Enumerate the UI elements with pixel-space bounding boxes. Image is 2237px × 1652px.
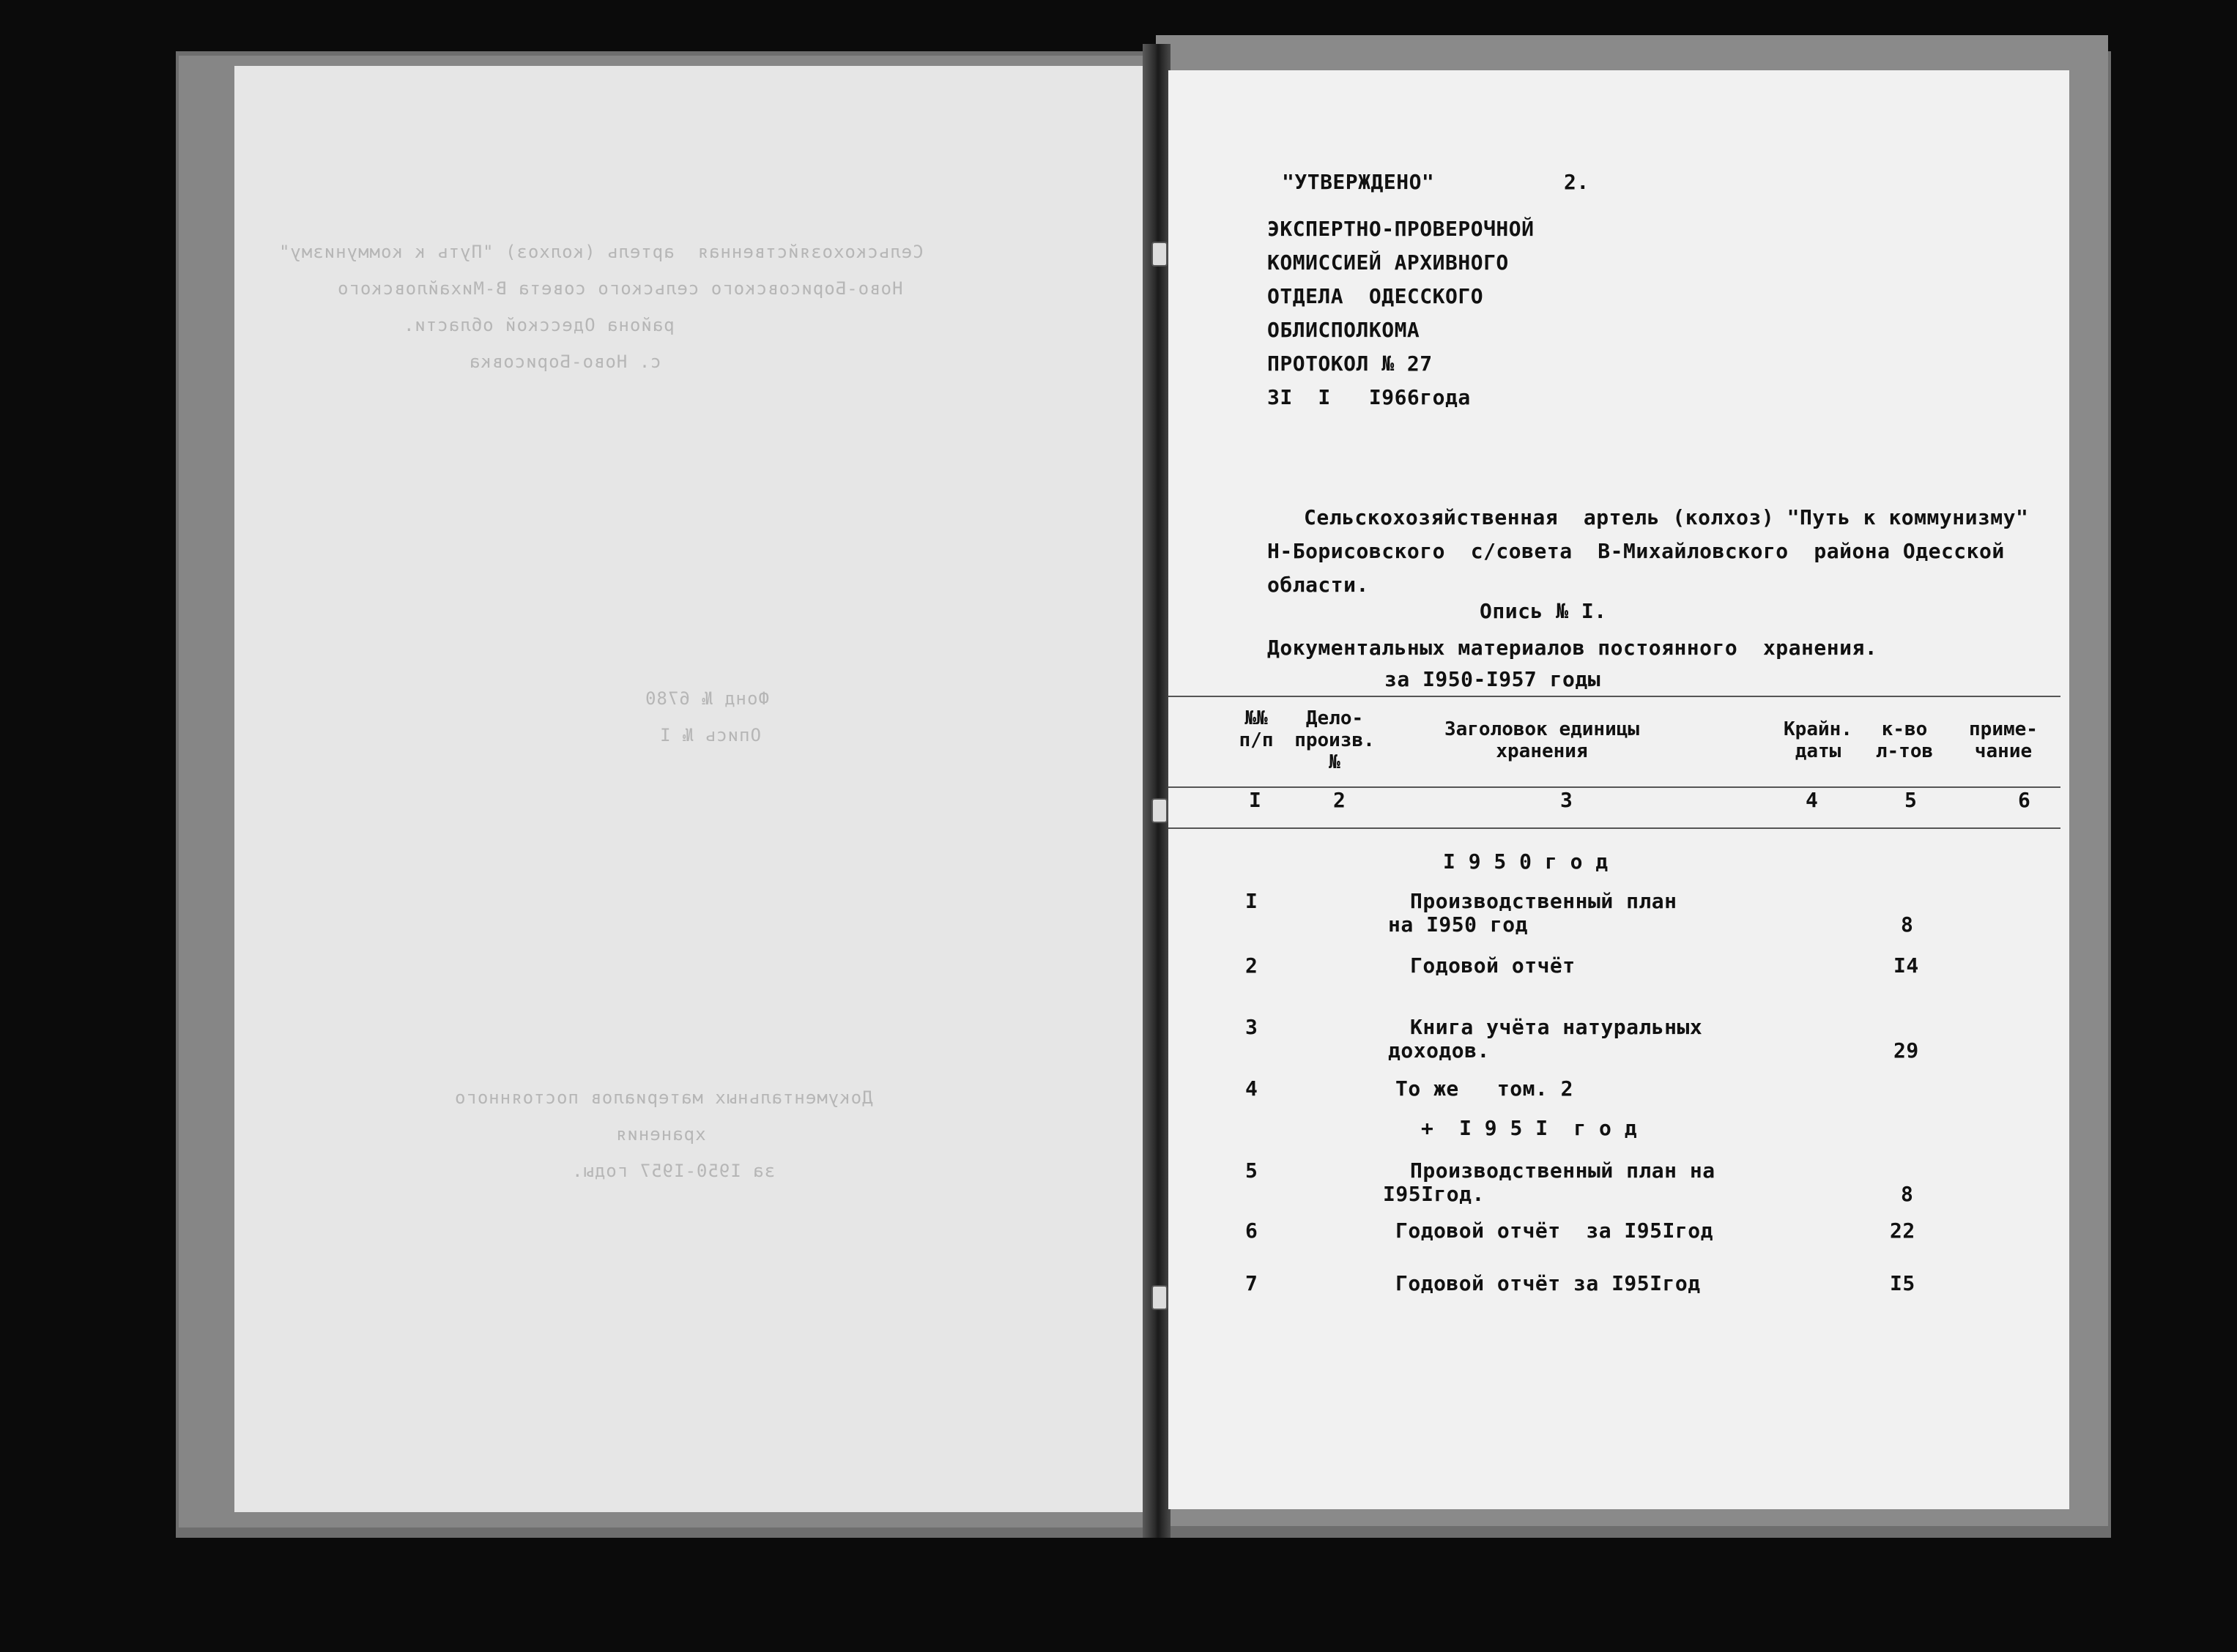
row-number: 2 xyxy=(1245,953,1258,978)
staple xyxy=(1151,1285,1168,1310)
column-number: I xyxy=(1249,788,1262,812)
approval-line: ОБЛИСПОЛКОМА xyxy=(1267,318,1420,342)
header-sheets: к-во л-тов xyxy=(1875,718,1934,762)
column-number: 3 xyxy=(1560,788,1573,812)
right-page xyxy=(1168,70,2069,1509)
bleed-line: Ново-Борисовского сельского совета В-Михайловского xyxy=(337,278,903,299)
row-title-continued: на I950 год xyxy=(1388,912,1528,937)
header-title: Заголовок единицы хранения xyxy=(1444,718,1640,762)
row-number: 6 xyxy=(1245,1218,1258,1243)
year-heading: + I 9 5 I г о д xyxy=(1421,1116,1638,1140)
staple xyxy=(1151,798,1168,823)
row-sheets: I4 xyxy=(1893,953,1919,978)
approval-line: ОТДЕЛА ОДЕССКОГО xyxy=(1267,284,1484,308)
header-case-number: Дело- произв. № xyxy=(1294,707,1375,773)
organization-line: Н-Борисовского с/совета В-Михайловского района Одесской xyxy=(1267,539,2005,563)
row-number: 5 xyxy=(1245,1158,1258,1183)
organization-line: области. xyxy=(1267,573,1369,597)
table-top-rule xyxy=(1168,696,2060,697)
row-title-continued: доходов. xyxy=(1388,1038,1490,1063)
book-spine xyxy=(1143,44,1171,1538)
header-notes: приме- чание xyxy=(1969,718,2038,762)
approval-line: ЭКСПЕРТНО-ПРОВЕРОЧНОЙ xyxy=(1267,217,1535,241)
bleed-line: с. Ново-Борисовка xyxy=(469,351,661,372)
row-sheets: 29 xyxy=(1893,1038,1919,1063)
row-title: Годовой отчёт за I95Iгод xyxy=(1395,1271,1701,1295)
bleed-line: Фонд № 6780 xyxy=(645,688,769,709)
row-title: Производственный план xyxy=(1410,889,1677,913)
bleed-line: района Одесской области. xyxy=(403,315,675,335)
column-number: 5 xyxy=(1904,788,1918,812)
bleed-line: за I950-I957 годы. xyxy=(571,1161,776,1181)
bleed-line: Сельскохозяйственная артель (колхоз) "Путь к коммунизму" xyxy=(278,242,924,262)
header-number: №№ п/п xyxy=(1239,707,1274,751)
bleed-line: Документальных материалов постоянного xyxy=(454,1087,873,1108)
protocol-date: 3I I I966года xyxy=(1267,385,1471,409)
row-title: Годовой отчёт за I95Iгод xyxy=(1395,1218,1713,1243)
protocol-number: ПРОТОКОЛ № 27 xyxy=(1267,351,1433,376)
header-rule xyxy=(1168,786,2060,788)
bleed-line: хранения xyxy=(615,1124,706,1145)
row-sheets: 8 xyxy=(1901,1182,1914,1206)
approval-line: КОМИССИЕЙ АРХИВНОГО xyxy=(1267,250,1509,275)
approval-stamp: "УТВЕРЖДЕНО" xyxy=(1282,170,1435,194)
row-title: Производственный план на xyxy=(1410,1158,1715,1183)
row-title: Годовой отчёт xyxy=(1410,953,1576,978)
row-number: 7 xyxy=(1245,1271,1258,1295)
row-sheets: 8 xyxy=(1901,912,1914,937)
page-number: 2. xyxy=(1564,170,1589,194)
staple xyxy=(1151,242,1168,267)
inventory-period: за I950-I957 годы xyxy=(1384,667,1601,691)
left-page xyxy=(234,66,1157,1512)
column-number: 4 xyxy=(1806,788,1819,812)
row-number: I xyxy=(1245,889,1258,913)
year-heading: I 9 5 0 г о д xyxy=(1443,849,1609,874)
header-dates: Крайн. даты xyxy=(1784,718,1852,762)
inventory-title: Опись № I. xyxy=(1480,599,1607,623)
row-title-continued: I95Iгод. xyxy=(1383,1182,1485,1206)
row-number: 3 xyxy=(1245,1015,1258,1039)
organization-line: Сельскохозяйственная артель (колхоз) "Путь к коммунизму" xyxy=(1304,505,2029,529)
row-title: Книга учёта натуральных xyxy=(1410,1015,1703,1039)
column-number: 2 xyxy=(1333,788,1346,812)
row-sheets: 22 xyxy=(1890,1218,1915,1243)
row-title: То же том. 2 xyxy=(1395,1076,1574,1101)
bleed-line: Опись № I xyxy=(659,725,762,745)
inventory-subtitle: Документальных материалов постоянного хранения. xyxy=(1267,636,1878,660)
row-sheets: I5 xyxy=(1890,1271,1915,1295)
row-number: 4 xyxy=(1245,1076,1258,1101)
column-number: 6 xyxy=(2018,788,2031,812)
column-number-rule xyxy=(1168,827,2060,829)
